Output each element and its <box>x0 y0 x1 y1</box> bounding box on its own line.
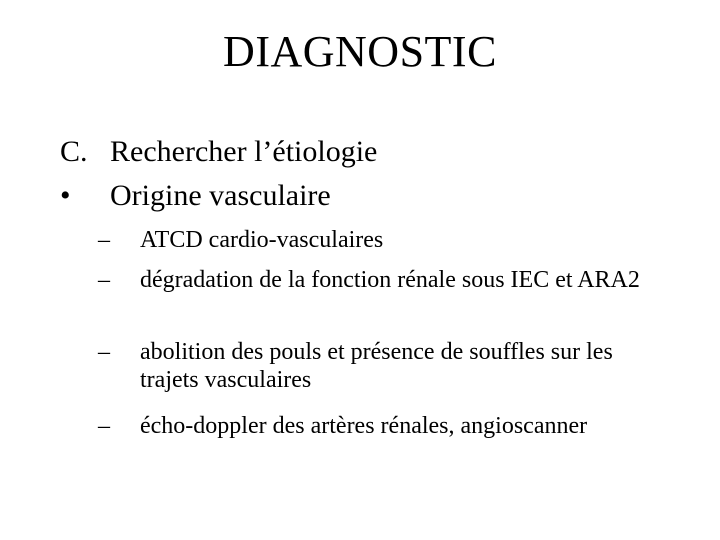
heading-text: Rechercher l’étiologie <box>110 135 378 168</box>
list-item-text: écho-doppler des artères rénales, angioscanner <box>140 413 588 439</box>
list-item-text: dégradation de la fonction rénale sous IEC et ARA2 <box>140 267 640 293</box>
heading-marker: C. <box>60 135 88 168</box>
dash-icon: – <box>98 227 110 253</box>
dash-icon: – <box>98 267 110 293</box>
slide-title: DIAGNOSTIC <box>223 27 497 76</box>
list-item-text: ATCD cardio-vasculaires <box>140 227 384 253</box>
list-item-text: abolition des pouls et présence de souffles sur les trajets vasculaires <box>140 339 613 393</box>
dash-icon: – <box>98 413 110 439</box>
bullet-icon: • <box>60 179 71 212</box>
bullet-text: Origine vasculaire <box>110 179 331 212</box>
dash-icon: – <box>98 339 110 365</box>
